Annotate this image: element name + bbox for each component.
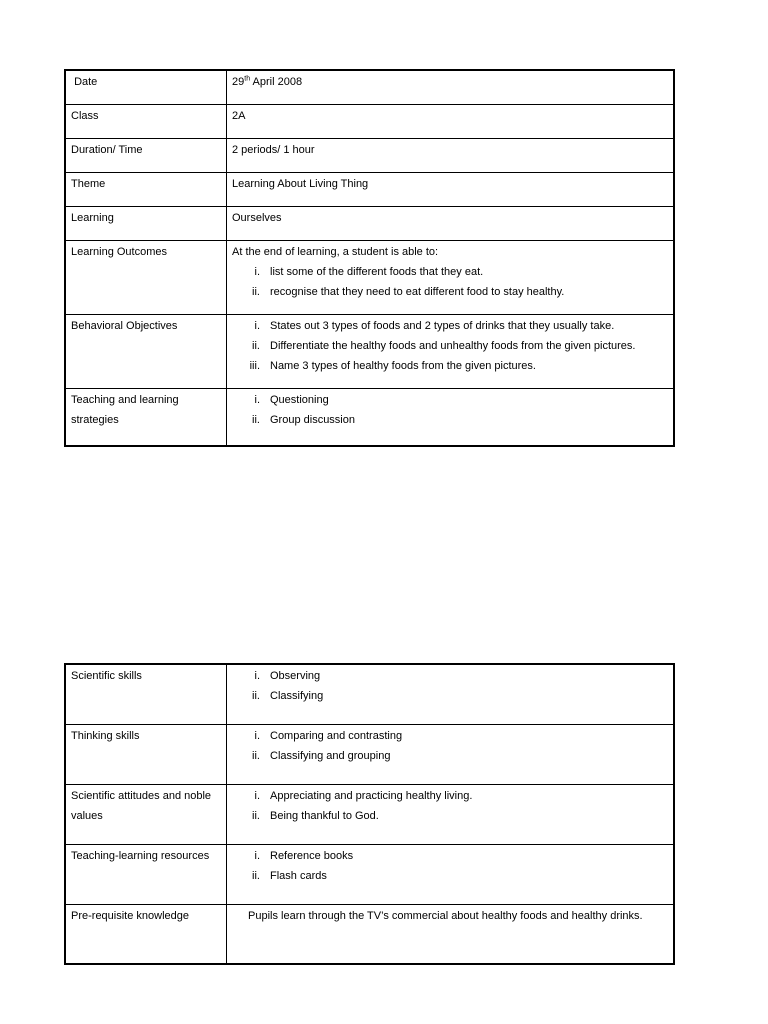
list-item: i. Reference books	[254, 849, 354, 862]
class-value: 2A	[227, 104, 675, 138]
lesson-info-table	[64, 69, 675, 447]
resources-row	[65, 844, 674, 904]
strategies-list	[232, 390, 668, 430]
outcomes-label: Learning Outcomes	[65, 240, 227, 314]
duration-label: Duration/ Time	[65, 138, 227, 172]
thinking-skills-list	[232, 726, 668, 766]
theme-label: Theme	[65, 172, 227, 206]
learning-value: Ourselves	[227, 206, 675, 240]
theme-value: Learning About Living Thing	[227, 172, 675, 206]
date-value: 29th April 2008	[227, 70, 675, 104]
outcomes-intro: At the end of learning, a student is able to:	[232, 245, 439, 258]
outcomes-list	[232, 262, 668, 302]
list-item: ii. recognise that they need to eat different food to stay healthy.	[252, 285, 565, 298]
date-label: Date	[65, 70, 227, 104]
prerequisite-row	[65, 904, 674, 964]
date-row	[65, 70, 674, 104]
list-item: i. Comparing and contrasting	[254, 729, 403, 742]
objectives-label: Behavioral Objectives	[65, 314, 227, 388]
scientific-skills-value	[227, 664, 675, 724]
skills-table	[64, 663, 675, 965]
thinking-skills-label: Thinking skills	[65, 724, 227, 784]
outcomes-row	[65, 240, 674, 314]
learning-label: Learning	[65, 206, 227, 240]
list-item: i. Observing	[254, 670, 321, 682]
list-item: ii. Classifying and grouping	[252, 749, 391, 762]
list-item: ii. Group discussion	[252, 413, 355, 426]
list-item: i. list some of the different foods that they eat.	[254, 265, 484, 278]
attitudes-row	[65, 784, 674, 844]
objectives-value	[227, 314, 675, 388]
list-item: ii. Being thankful to God.	[252, 809, 379, 822]
list-item: i. Questioning	[254, 393, 329, 406]
list-item: ii. Classifying	[252, 690, 324, 702]
attitudes-label: Scientific attitudes and noble values	[65, 784, 227, 844]
list-item: iii. Name 3 types of healthy foods from the given pictures.	[249, 359, 536, 372]
class-label: Class	[65, 104, 227, 138]
strategies-label: Teaching and learning strategies	[65, 388, 227, 446]
scientific-skills-list	[232, 666, 668, 706]
resources-label: Teaching-learning resources	[65, 844, 227, 904]
duration-value: 2 periods/ 1 hour	[227, 138, 675, 172]
list-item: ii. Differentiate the healthy foods and unhealthy foods from the given pictures.	[252, 339, 636, 352]
list-item: i. Appreciating and practicing healthy living.	[254, 789, 473, 802]
strategies-row	[65, 388, 674, 446]
learning-row	[65, 206, 674, 240]
thinking-skills-value	[227, 724, 675, 784]
attitudes-value	[227, 784, 675, 844]
list-item: i. States out 3 types of foods and 2 types of drinks that they usually take.	[254, 319, 615, 332]
objectives-row	[65, 314, 674, 388]
scientific-skills-label: Scientific skills	[65, 664, 227, 724]
objectives-list	[232, 316, 668, 376]
attitudes-list	[232, 786, 668, 826]
theme-row	[65, 172, 674, 206]
prerequisite-value: Pupils learn through the TV’s commercial about healthy foods and healthy drinks.	[227, 904, 675, 964]
resources-list	[232, 846, 668, 886]
thinking-skills-row	[65, 724, 674, 784]
scientific-skills-row	[65, 664, 674, 724]
class-row	[65, 104, 674, 138]
resources-value	[227, 844, 675, 904]
list-item: ii. Flash cards	[252, 869, 327, 882]
outcomes-value	[227, 240, 675, 314]
strategies-value	[227, 388, 675, 446]
duration-row	[65, 138, 674, 172]
prerequisite-label: Pre-requisite knowledge	[65, 904, 227, 964]
